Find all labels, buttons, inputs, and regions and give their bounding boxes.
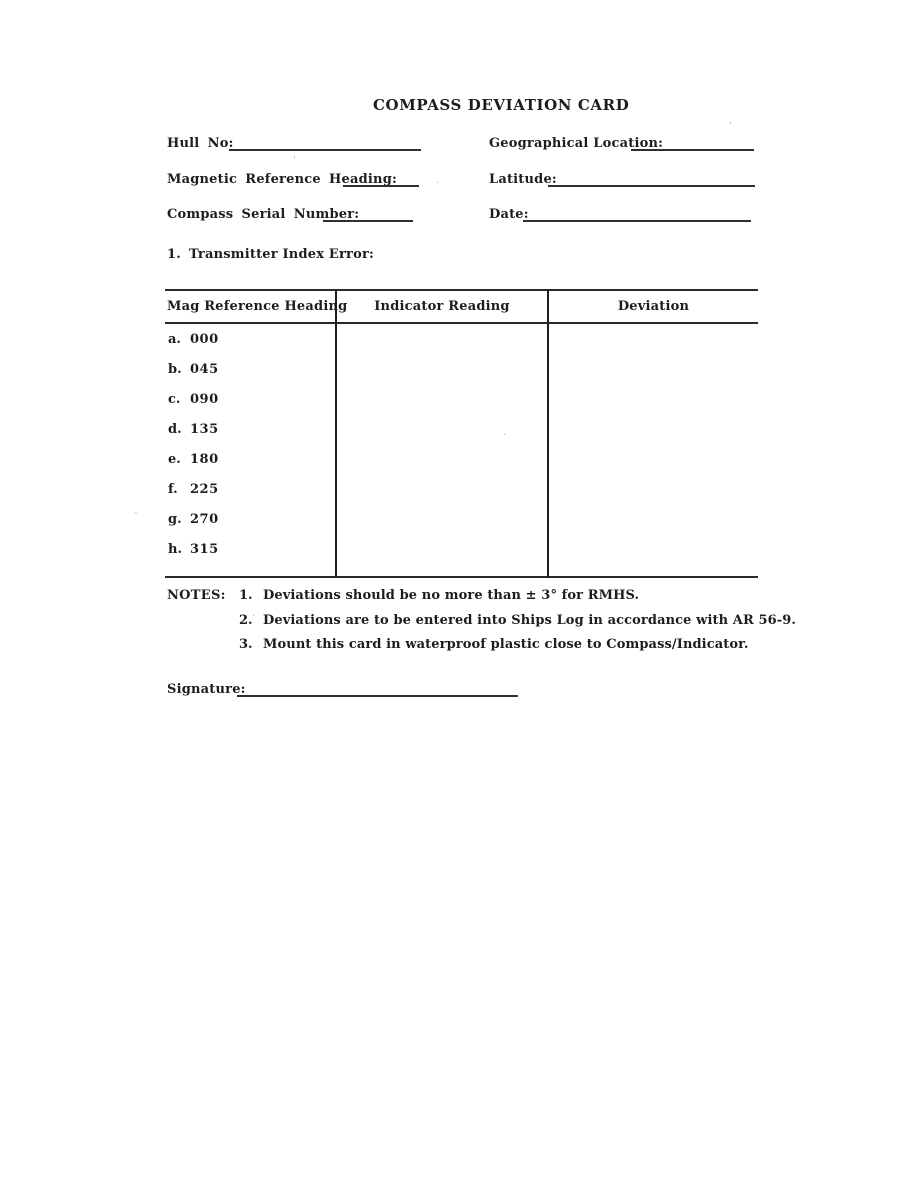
row-g-heading: 270: [190, 512, 219, 527]
scan-artifact: ': [293, 155, 296, 166]
row-g-item: g.: [168, 512, 182, 527]
latitude-label: Latitude:: [489, 172, 557, 187]
row-d-heading: 135: [190, 422, 219, 437]
table-top-border: [165, 289, 758, 291]
note-3-number: 3.: [239, 637, 253, 652]
row-h-heading: 315: [190, 542, 219, 557]
geographical-location-blank-line: [631, 149, 754, 151]
scan-artifact: ': [729, 121, 732, 132]
note-1-text: Deviations should be no more than ± 3° for RMHS.: [263, 588, 640, 603]
row-a-item: a.: [168, 332, 181, 347]
row-f-item: f.: [168, 482, 178, 497]
column-header-deviation: Deviation: [617, 299, 690, 314]
note-3-text: Mount this card in waterproof plastic close to Compass/Indicator.: [263, 637, 749, 652]
latitude-blank-line: [548, 185, 755, 187]
note-2-text: Deviations are to be entered into Ships Log in accordance with AR 56-9.: [263, 613, 797, 628]
scan-artifact: ·: [503, 430, 507, 441]
hull-no-label: Hull No:: [167, 136, 234, 151]
note-1-number: 1.: [239, 588, 253, 603]
note-2-number: 2.: [239, 613, 253, 628]
scan-artifact: -: [134, 508, 138, 519]
signature-blank-line: [237, 695, 518, 697]
row-e-item: e.: [168, 452, 181, 467]
signature-label: Signature:: [167, 682, 246, 697]
notes-label: NOTES:: [167, 588, 226, 603]
table-bottom-border: [165, 576, 758, 578]
scan-artifact: ·: [436, 178, 440, 189]
table-column-divider-2: [547, 289, 549, 578]
row-f-heading: 225: [190, 482, 219, 497]
row-b-item: b.: [168, 362, 182, 377]
page-title: COMPASS DEVIATION CARD: [373, 96, 630, 114]
row-e-heading: 180: [190, 452, 219, 467]
magnetic-reference-heading-label: Magnetic Reference Heading:: [167, 172, 397, 187]
transmitter-index-error-table: [165, 289, 758, 578]
date-label: Date:: [489, 207, 529, 222]
row-c-heading: 090: [190, 392, 219, 407]
table-column-divider-1: [335, 289, 337, 578]
row-b-heading: 045: [190, 362, 219, 377]
scan-artifact: ·: [252, 611, 256, 622]
date-blank-line: [523, 220, 751, 222]
hull-no-blank-line: [229, 149, 421, 151]
section-1-title: Transmitter Index Error:: [189, 247, 375, 262]
row-c-item: c.: [168, 392, 181, 407]
row-a-heading: 000: [190, 332, 219, 347]
column-header-indicator-reading: Indicator Reading: [374, 299, 510, 314]
row-d-item: d.: [168, 422, 182, 437]
compass-serial-number-blank-line: [323, 220, 413, 222]
row-h-item: h.: [168, 542, 182, 557]
table-header-divider: [165, 322, 758, 324]
column-header-mag-reference-heading: Mag Reference Heading: [167, 299, 348, 314]
compass-serial-number-label: Compass Serial Number:: [167, 207, 360, 222]
section-1-number: 1.: [167, 247, 181, 262]
magnetic-reference-heading-blank-line: [343, 185, 419, 187]
geographical-location-label: Geographical Location:: [489, 136, 664, 151]
